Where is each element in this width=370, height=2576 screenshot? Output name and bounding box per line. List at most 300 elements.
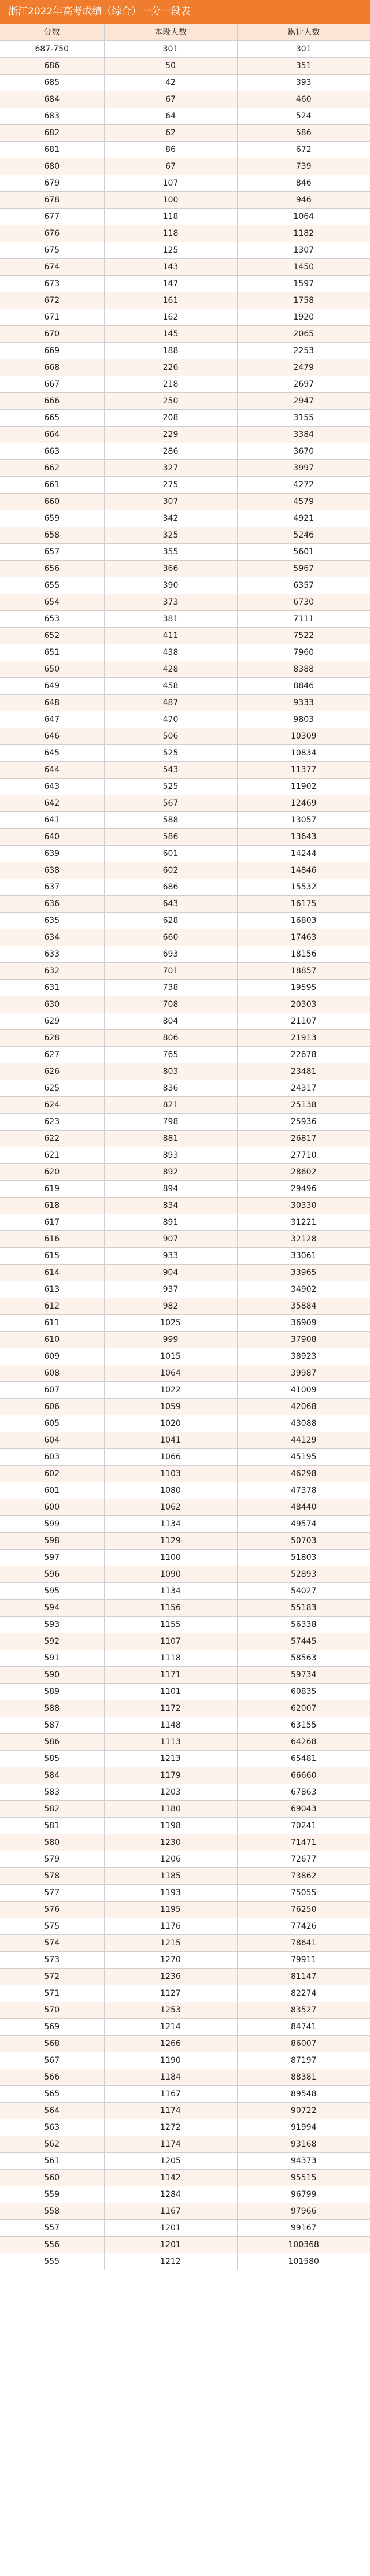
cumulative-count-cell: 672 bbox=[237, 141, 370, 158]
score-cell: 564 bbox=[0, 2102, 104, 2119]
score-cell: 566 bbox=[0, 2069, 104, 2085]
table-row bbox=[0, 862, 370, 879]
segment-count-cell: 1148 bbox=[104, 1717, 237, 1733]
segment-count-cell: 438 bbox=[104, 644, 237, 661]
cumulative-count-cell: 5967 bbox=[237, 560, 370, 577]
cumulative-count-cell: 60835 bbox=[237, 1683, 370, 1700]
segment-count-cell: 904 bbox=[104, 1264, 237, 1281]
score-cell: 685 bbox=[0, 74, 104, 91]
segment-count-cell: 226 bbox=[104, 359, 237, 376]
segment-count-cell: 301 bbox=[104, 40, 237, 57]
table-row bbox=[0, 1549, 370, 1566]
score-cell: 687-750 bbox=[0, 40, 104, 57]
score-cell: 670 bbox=[0, 325, 104, 342]
segment-count-cell: 982 bbox=[104, 1298, 237, 1314]
table-row bbox=[0, 309, 370, 325]
cumulative-count-cell: 77426 bbox=[237, 1918, 370, 1934]
score-cell: 643 bbox=[0, 778, 104, 795]
score-cell: 575 bbox=[0, 1918, 104, 1934]
score-cell: 624 bbox=[0, 1096, 104, 1113]
segment-count-cell: 275 bbox=[104, 476, 237, 493]
table-row bbox=[0, 1448, 370, 1465]
cumulative-count-cell: 5246 bbox=[237, 527, 370, 543]
score-cell: 635 bbox=[0, 912, 104, 929]
cumulative-count-cell: 44129 bbox=[237, 1432, 370, 1448]
cumulative-count-cell: 69043 bbox=[237, 1800, 370, 1817]
segment-count-cell: 147 bbox=[104, 275, 237, 292]
score-cell: 658 bbox=[0, 527, 104, 543]
score-cell: 622 bbox=[0, 1130, 104, 1147]
table-row bbox=[0, 2119, 370, 2136]
table-row bbox=[0, 1013, 370, 1029]
segment-count-cell: 342 bbox=[104, 510, 237, 527]
score-cell: 672 bbox=[0, 292, 104, 309]
segment-count-cell: 1176 bbox=[104, 1918, 237, 1934]
table-row bbox=[0, 2152, 370, 2169]
table-row bbox=[0, 459, 370, 476]
table-row bbox=[0, 1566, 370, 1582]
cumulative-count-cell: 73862 bbox=[237, 1867, 370, 1884]
segment-count-cell: 125 bbox=[104, 242, 237, 258]
score-cell: 626 bbox=[0, 1063, 104, 1080]
segment-count-cell: 458 bbox=[104, 677, 237, 694]
cumulative-count-cell: 33061 bbox=[237, 1247, 370, 1264]
segment-count-cell: 1193 bbox=[104, 1884, 237, 1901]
score-cell: 588 bbox=[0, 1700, 104, 1717]
score-cell: 615 bbox=[0, 1247, 104, 1264]
cumulative-count-cell: 2697 bbox=[237, 376, 370, 392]
cumulative-count-cell: 8388 bbox=[237, 661, 370, 677]
score-cell: 650 bbox=[0, 661, 104, 677]
score-cell: 653 bbox=[0, 610, 104, 627]
segment-count-cell: 891 bbox=[104, 1214, 237, 1230]
table-row bbox=[0, 577, 370, 594]
table-row bbox=[0, 91, 370, 108]
score-cell: 556 bbox=[0, 2236, 104, 2253]
segment-count-cell: 1066 bbox=[104, 1448, 237, 1465]
cumulative-count-cell: 28602 bbox=[237, 1163, 370, 1180]
segment-count-cell: 1230 bbox=[104, 1834, 237, 1851]
score-cell: 572 bbox=[0, 1968, 104, 1985]
segment-count-cell: 381 bbox=[104, 610, 237, 627]
cumulative-count-cell: 34902 bbox=[237, 1281, 370, 1298]
cumulative-count-cell: 2947 bbox=[237, 392, 370, 409]
table-row bbox=[0, 1096, 370, 1113]
table-row bbox=[0, 1951, 370, 1968]
cumulative-count-cell: 301 bbox=[237, 40, 370, 57]
cumulative-count-cell: 4579 bbox=[237, 493, 370, 510]
table-row bbox=[0, 711, 370, 728]
score-cell: 589 bbox=[0, 1683, 104, 1700]
cumulative-count-cell: 48440 bbox=[237, 1499, 370, 1515]
score-cell: 578 bbox=[0, 1867, 104, 1884]
score-cell: 652 bbox=[0, 627, 104, 644]
cumulative-count-cell: 1597 bbox=[237, 275, 370, 292]
cumulative-count-cell: 79911 bbox=[237, 1951, 370, 1968]
cumulative-count-cell: 83527 bbox=[237, 2002, 370, 2018]
table-row bbox=[0, 242, 370, 258]
segment-count-cell: 1201 bbox=[104, 2236, 237, 2253]
cumulative-count-cell: 81147 bbox=[237, 1968, 370, 1985]
score-cell: 571 bbox=[0, 1985, 104, 2002]
cumulative-count-cell: 52893 bbox=[237, 1566, 370, 1582]
cumulative-count-cell: 54027 bbox=[237, 1582, 370, 1599]
cumulative-count-cell: 1307 bbox=[237, 242, 370, 258]
segment-count-cell: 42 bbox=[104, 74, 237, 91]
score-cell: 610 bbox=[0, 1331, 104, 1348]
table-row bbox=[0, 828, 370, 845]
table-row bbox=[0, 1365, 370, 1381]
cumulative-count-cell: 55183 bbox=[237, 1599, 370, 1616]
table-row bbox=[0, 443, 370, 459]
score-cell: 682 bbox=[0, 124, 104, 141]
cumulative-count-cell: 846 bbox=[237, 175, 370, 191]
cumulative-count-cell: 36909 bbox=[237, 1314, 370, 1331]
table-row bbox=[0, 610, 370, 627]
table-row bbox=[0, 108, 370, 124]
cumulative-count-cell: 15532 bbox=[237, 879, 370, 895]
cumulative-count-cell: 1450 bbox=[237, 258, 370, 275]
cumulative-count-cell: 25138 bbox=[237, 1096, 370, 1113]
segment-count-cell: 1195 bbox=[104, 1901, 237, 1918]
segment-count-cell: 1185 bbox=[104, 1867, 237, 1884]
cumulative-count-cell: 35884 bbox=[237, 1298, 370, 1314]
table-row bbox=[0, 124, 370, 141]
cumulative-count-cell: 96799 bbox=[237, 2186, 370, 2203]
table-row bbox=[0, 895, 370, 912]
score-cell: 594 bbox=[0, 1599, 104, 1616]
cumulative-count-cell: 460 bbox=[237, 91, 370, 108]
table-row bbox=[0, 778, 370, 795]
score-cell: 621 bbox=[0, 1147, 104, 1163]
segment-count-cell: 602 bbox=[104, 862, 237, 879]
column-header-score: 分数 bbox=[0, 24, 104, 40]
table-row bbox=[0, 1281, 370, 1298]
cumulative-count-cell: 87197 bbox=[237, 2052, 370, 2069]
cumulative-count-cell: 76250 bbox=[237, 1901, 370, 1918]
segment-count-cell: 107 bbox=[104, 175, 237, 191]
cumulative-count-cell: 93168 bbox=[237, 2136, 370, 2152]
table-row bbox=[0, 1465, 370, 1482]
cumulative-count-cell: 49574 bbox=[237, 1515, 370, 1532]
segment-count-cell: 1080 bbox=[104, 1482, 237, 1499]
score-cell: 657 bbox=[0, 543, 104, 560]
segment-count-cell: 355 bbox=[104, 543, 237, 560]
score-cell: 629 bbox=[0, 1013, 104, 1029]
score-cell: 605 bbox=[0, 1415, 104, 1432]
score-cell: 557 bbox=[0, 2219, 104, 2236]
cumulative-count-cell: 37908 bbox=[237, 1331, 370, 1348]
table-row bbox=[0, 1817, 370, 1834]
segment-count-cell: 188 bbox=[104, 342, 237, 359]
score-cell: 638 bbox=[0, 862, 104, 879]
score-cell: 623 bbox=[0, 1113, 104, 1130]
table-row bbox=[0, 1985, 370, 2002]
cumulative-count-cell: 2253 bbox=[237, 342, 370, 359]
cumulative-count-cell: 1182 bbox=[237, 225, 370, 242]
segment-count-cell: 660 bbox=[104, 929, 237, 946]
score-cell: 620 bbox=[0, 1163, 104, 1180]
score-cell: 608 bbox=[0, 1365, 104, 1381]
segment-count-cell: 1213 bbox=[104, 1750, 237, 1767]
table-row bbox=[0, 527, 370, 543]
table-row bbox=[0, 57, 370, 74]
cumulative-count-cell: 21107 bbox=[237, 1013, 370, 1029]
score-cell: 666 bbox=[0, 392, 104, 409]
table-row bbox=[0, 661, 370, 677]
score-cell: 576 bbox=[0, 1901, 104, 1918]
table-row bbox=[0, 1901, 370, 1918]
segment-count-cell: 1118 bbox=[104, 1650, 237, 1666]
score-cell: 592 bbox=[0, 1633, 104, 1650]
score-cell: 628 bbox=[0, 1029, 104, 1046]
table-row bbox=[0, 795, 370, 811]
segment-count-cell: 1172 bbox=[104, 1700, 237, 1717]
cumulative-count-cell: 11902 bbox=[237, 778, 370, 795]
table-row bbox=[0, 1314, 370, 1331]
segment-count-cell: 145 bbox=[104, 325, 237, 342]
table-row bbox=[0, 560, 370, 577]
score-cell: 630 bbox=[0, 996, 104, 1013]
score-cell: 614 bbox=[0, 1264, 104, 1281]
segment-count-cell: 470 bbox=[104, 711, 237, 728]
score-cell: 645 bbox=[0, 744, 104, 761]
cumulative-count-cell: 6730 bbox=[237, 594, 370, 610]
table-row bbox=[0, 1247, 370, 1264]
cumulative-count-cell: 66660 bbox=[237, 1767, 370, 1784]
table-body bbox=[0, 40, 370, 2270]
cumulative-count-cell: 45195 bbox=[237, 1448, 370, 1465]
table-title: 浙江2022年高考成绩（综合）一分一段表 bbox=[0, 0, 370, 24]
score-cell: 598 bbox=[0, 1532, 104, 1549]
segment-count-cell: 937 bbox=[104, 1281, 237, 1298]
score-cell: 660 bbox=[0, 493, 104, 510]
cumulative-count-cell: 393 bbox=[237, 74, 370, 91]
table-row bbox=[0, 694, 370, 711]
cumulative-count-cell: 57445 bbox=[237, 1633, 370, 1650]
segment-count-cell: 525 bbox=[104, 744, 237, 761]
cumulative-count-cell: 29496 bbox=[237, 1180, 370, 1197]
segment-count-cell: 1015 bbox=[104, 1348, 237, 1365]
score-cell: 677 bbox=[0, 208, 104, 225]
score-cell: 642 bbox=[0, 795, 104, 811]
segment-count-cell: 1062 bbox=[104, 1499, 237, 1515]
score-cell: 668 bbox=[0, 359, 104, 376]
segment-count-cell: 892 bbox=[104, 1163, 237, 1180]
table-row bbox=[0, 1733, 370, 1750]
score-cell: 583 bbox=[0, 1784, 104, 1800]
segment-count-cell: 1101 bbox=[104, 1683, 237, 1700]
cumulative-count-cell: 9803 bbox=[237, 711, 370, 728]
segment-count-cell: 1156 bbox=[104, 1599, 237, 1616]
score-cell: 674 bbox=[0, 258, 104, 275]
table-row bbox=[0, 493, 370, 510]
score-cell: 604 bbox=[0, 1432, 104, 1448]
cumulative-count-cell: 14846 bbox=[237, 862, 370, 879]
table-row bbox=[0, 1130, 370, 1147]
table-row bbox=[0, 912, 370, 929]
table-row bbox=[0, 476, 370, 493]
table-row bbox=[0, 191, 370, 208]
score-cell: 596 bbox=[0, 1566, 104, 1582]
score-cell: 613 bbox=[0, 1281, 104, 1298]
table-row bbox=[0, 2203, 370, 2219]
cumulative-count-cell: 2479 bbox=[237, 359, 370, 376]
segment-count-cell: 1025 bbox=[104, 1314, 237, 1331]
cumulative-count-cell: 64268 bbox=[237, 1733, 370, 1750]
score-cell: 577 bbox=[0, 1884, 104, 1901]
table-row bbox=[0, 2035, 370, 2052]
score-cell: 586 bbox=[0, 1733, 104, 1750]
cumulative-count-cell: 72677 bbox=[237, 1851, 370, 1867]
segment-count-cell: 1174 bbox=[104, 2102, 237, 2119]
cumulative-count-cell: 100368 bbox=[237, 2236, 370, 2253]
table-row bbox=[0, 1633, 370, 1650]
cumulative-count-cell: 82274 bbox=[237, 1985, 370, 2002]
table-row bbox=[0, 627, 370, 644]
table-row bbox=[0, 1180, 370, 1197]
table-row bbox=[0, 359, 370, 376]
score-cell: 649 bbox=[0, 677, 104, 694]
segment-count-cell: 1171 bbox=[104, 1666, 237, 1683]
score-cell: 681 bbox=[0, 141, 104, 158]
cumulative-count-cell: 70241 bbox=[237, 1817, 370, 1834]
segment-count-cell: 1236 bbox=[104, 1968, 237, 1985]
table-row bbox=[0, 677, 370, 694]
table-row bbox=[0, 1331, 370, 1348]
table-row bbox=[0, 1113, 370, 1130]
table-row bbox=[0, 2253, 370, 2270]
score-cell: 651 bbox=[0, 644, 104, 661]
segment-count-cell: 525 bbox=[104, 778, 237, 795]
segment-count-cell: 1167 bbox=[104, 2085, 237, 2102]
segment-count-cell: 1215 bbox=[104, 1934, 237, 1951]
segment-count-cell: 208 bbox=[104, 409, 237, 426]
segment-count-cell: 1100 bbox=[104, 1549, 237, 1566]
table-row bbox=[0, 1532, 370, 1549]
table-row bbox=[0, 40, 370, 57]
cumulative-count-cell: 23481 bbox=[237, 1063, 370, 1080]
cumulative-count-cell: 5601 bbox=[237, 543, 370, 560]
cumulative-count-cell: 24317 bbox=[237, 1080, 370, 1096]
score-cell: 569 bbox=[0, 2018, 104, 2035]
cumulative-count-cell: 99167 bbox=[237, 2219, 370, 2236]
segment-count-cell: 1107 bbox=[104, 1633, 237, 1650]
score-cell: 617 bbox=[0, 1214, 104, 1230]
cumulative-count-cell: 51803 bbox=[237, 1549, 370, 1566]
segment-count-cell: 411 bbox=[104, 627, 237, 644]
cumulative-count-cell: 33965 bbox=[237, 1264, 370, 1281]
table-row bbox=[0, 1867, 370, 1884]
segment-count-cell: 738 bbox=[104, 979, 237, 996]
score-cell: 636 bbox=[0, 895, 104, 912]
segment-count-cell: 586 bbox=[104, 828, 237, 845]
segment-count-cell: 601 bbox=[104, 845, 237, 862]
cumulative-count-cell: 19595 bbox=[237, 979, 370, 996]
table-row bbox=[0, 1381, 370, 1398]
segment-count-cell: 1266 bbox=[104, 2035, 237, 2052]
segment-count-cell: 893 bbox=[104, 1147, 237, 1163]
score-cell: 641 bbox=[0, 811, 104, 828]
segment-count-cell: 1272 bbox=[104, 2119, 237, 2136]
score-cell: 627 bbox=[0, 1046, 104, 1063]
cumulative-count-cell: 56338 bbox=[237, 1616, 370, 1633]
table-row bbox=[0, 728, 370, 744]
segment-count-cell: 162 bbox=[104, 309, 237, 325]
score-cell: 686 bbox=[0, 57, 104, 74]
score-cell: 599 bbox=[0, 1515, 104, 1532]
score-cell: 673 bbox=[0, 275, 104, 292]
segment-count-cell: 161 bbox=[104, 292, 237, 309]
segment-count-cell: 765 bbox=[104, 1046, 237, 1063]
table-row bbox=[0, 962, 370, 979]
table-row bbox=[0, 761, 370, 778]
score-cell: 581 bbox=[0, 1817, 104, 1834]
segment-count-cell: 894 bbox=[104, 1180, 237, 1197]
table-row bbox=[0, 258, 370, 275]
score-cell: 639 bbox=[0, 845, 104, 862]
segment-count-cell: 506 bbox=[104, 728, 237, 744]
table-row bbox=[0, 1264, 370, 1281]
cumulative-count-cell: 94373 bbox=[237, 2152, 370, 2169]
segment-count-cell: 1127 bbox=[104, 1985, 237, 2002]
segment-count-cell: 693 bbox=[104, 946, 237, 962]
score-cell: 606 bbox=[0, 1398, 104, 1415]
cumulative-count-cell: 26817 bbox=[237, 1130, 370, 1147]
score-cell: 676 bbox=[0, 225, 104, 242]
segment-count-cell: 588 bbox=[104, 811, 237, 828]
segment-count-cell: 836 bbox=[104, 1080, 237, 1096]
segment-count-cell: 1142 bbox=[104, 2169, 237, 2186]
score-cell: 680 bbox=[0, 158, 104, 175]
table-row bbox=[0, 1515, 370, 1532]
segment-count-cell: 933 bbox=[104, 1247, 237, 1264]
cumulative-count-cell: 32128 bbox=[237, 1230, 370, 1247]
segment-count-cell: 390 bbox=[104, 577, 237, 594]
segment-count-cell: 218 bbox=[104, 376, 237, 392]
cumulative-count-cell: 25936 bbox=[237, 1113, 370, 1130]
table-row bbox=[0, 2169, 370, 2186]
table-row bbox=[0, 979, 370, 996]
segment-count-cell: 1214 bbox=[104, 2018, 237, 2035]
score-cell: 585 bbox=[0, 1750, 104, 1767]
segment-count-cell: 701 bbox=[104, 962, 237, 979]
table-row bbox=[0, 1650, 370, 1666]
table-row bbox=[0, 409, 370, 426]
score-cell: 580 bbox=[0, 1834, 104, 1851]
table-row bbox=[0, 392, 370, 409]
cumulative-count-cell: 11377 bbox=[237, 761, 370, 778]
table-row bbox=[0, 1046, 370, 1063]
score-cell: 607 bbox=[0, 1381, 104, 1398]
cumulative-count-cell: 42068 bbox=[237, 1398, 370, 1415]
cumulative-count-cell: 63155 bbox=[237, 1717, 370, 1733]
table-row bbox=[0, 946, 370, 962]
segment-count-cell: 428 bbox=[104, 661, 237, 677]
segment-count-cell: 1129 bbox=[104, 1532, 237, 1549]
cumulative-count-cell: 351 bbox=[237, 57, 370, 74]
table-row bbox=[0, 158, 370, 175]
cumulative-count-cell: 31221 bbox=[237, 1214, 370, 1230]
segment-count-cell: 1253 bbox=[104, 2002, 237, 2018]
score-cell: 562 bbox=[0, 2136, 104, 2152]
segment-count-cell: 1059 bbox=[104, 1398, 237, 1415]
cumulative-count-cell: 3155 bbox=[237, 409, 370, 426]
column-header-segment-count: 本段人数 bbox=[104, 24, 237, 40]
cumulative-count-cell: 524 bbox=[237, 108, 370, 124]
segment-count-cell: 999 bbox=[104, 1331, 237, 1348]
score-cell: 573 bbox=[0, 1951, 104, 1968]
